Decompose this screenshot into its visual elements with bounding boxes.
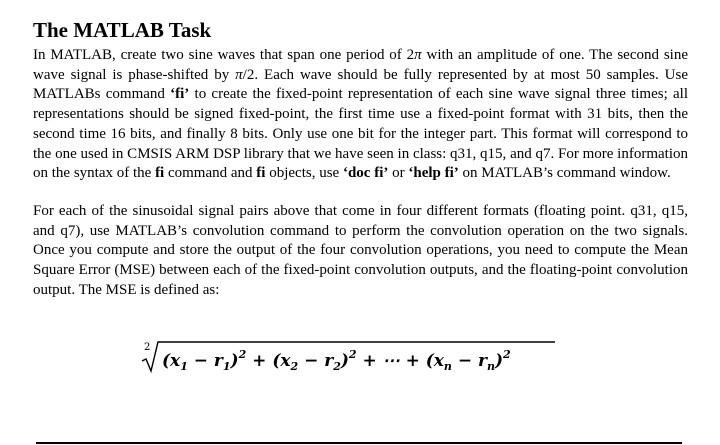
mse-formula-svg <box>120 338 560 378</box>
fi-command: ‘fi’ <box>170 86 190 103</box>
help-fi-command: ‘help fi’ <box>408 165 459 182</box>
svg-text:(x1 − r1)2 + (x2 − r2)2 + ⋯ +: $(x_1 - r_1)^2 + (x_2 - r_2)^2$ + ⋯ + $(x_n - r_n)^2$ <box>162 348 511 373</box>
task-paragraph-1: In MATLAB, create two sine waves that span one period of 2π with an amplitude of one. The second sine wave signal is phase-shifted by π/2. Each wave should be fully represented by at most 50 samples. Use MATLABs command ‘fi’ to create the fixed-point representation of each sine wave signal three times; all representations should be signed fixed-point, the first time use a fixed-point format with 31 bits, then the second time 16 bits, and finally 8 bits. Only use one bit for the integer part. This format will correspond to the one used in CMSIS ARM DSP library that we have seen in class: q31, q15, and q7. For more information on the syntax of the fi command and fi objects, use ‘doc fi’ or ‘help fi’ on MATLAB’s command window. <box>33 47 689 182</box>
doc-fi-command: ‘doc fi’ <box>342 165 389 182</box>
section-title: The MATLAB Task <box>33 18 212 42</box>
root-index: 2 <box>144 342 151 353</box>
mse-formula <box>0 338 655 378</box>
task-paragraph-2: For each of the sinusoidal signal pairs above that come in four different formats (floating point. q31, q15, and q7), use MATLAB’s convolution command to perform the convolution operation on the two signals. Once you compute and store the output of the four convolution operations, you need to compute the Mean Square Error (MSE) between each of the fixed-point convolution outputs, and the floating-point convolution output. The MSE is defined as: <box>33 202 688 298</box>
document <box>33 18 688 300</box>
footer-divider <box>36 442 682 444</box>
